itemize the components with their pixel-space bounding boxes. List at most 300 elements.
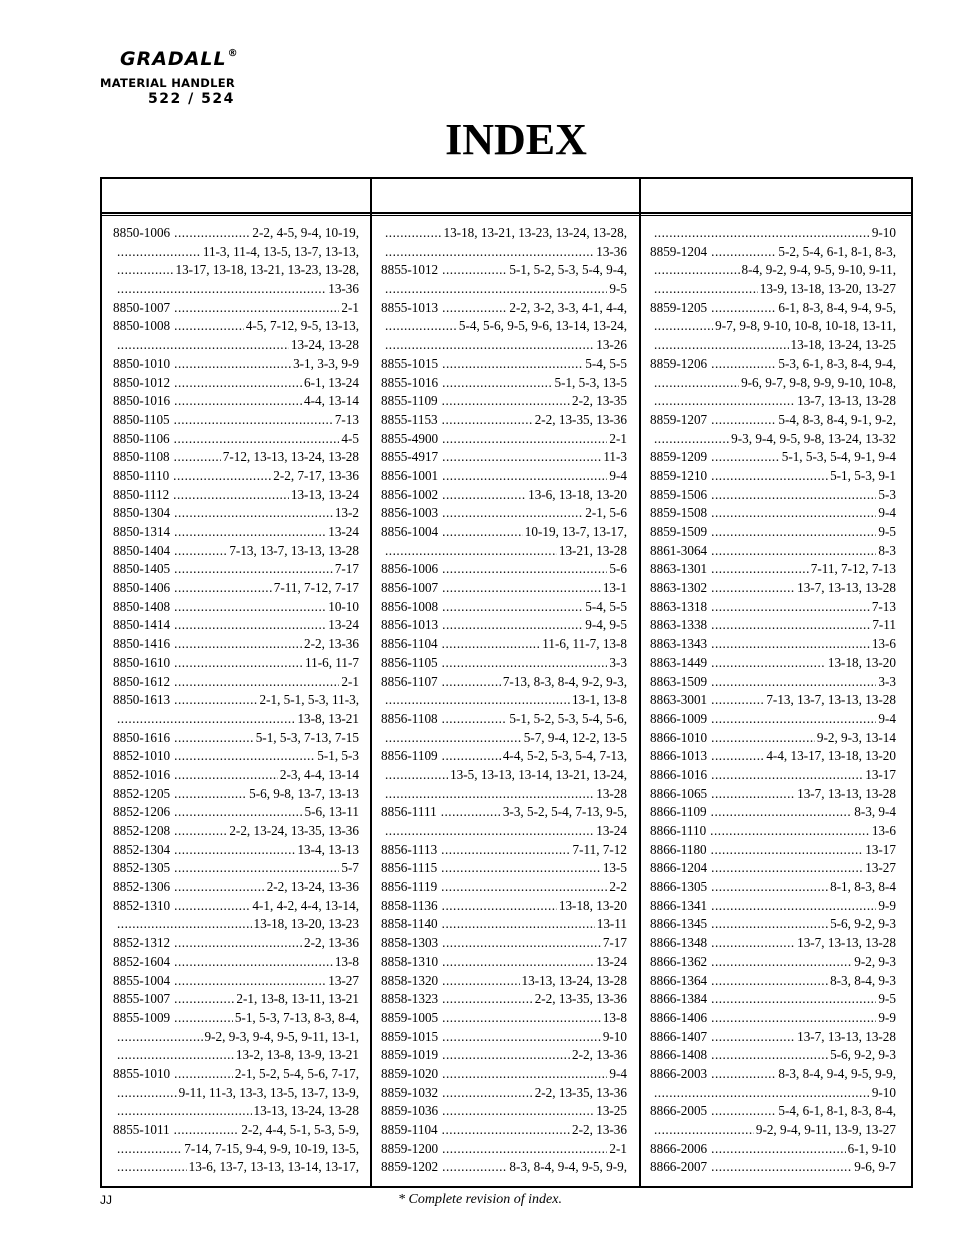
dot-leader bbox=[711, 654, 826, 673]
page-refs: 13-8 bbox=[334, 953, 359, 969]
dot-leader bbox=[710, 822, 870, 841]
dot-leader bbox=[654, 374, 739, 393]
page-refs: 9-4 bbox=[878, 710, 896, 726]
index-entry bbox=[113, 673, 359, 692]
page-refs: 13-17, 13-18, 13-21, 13-23, 13-28, bbox=[175, 262, 359, 278]
index-entry bbox=[381, 280, 627, 299]
index-entry bbox=[381, 1009, 627, 1028]
dot-leader bbox=[442, 1158, 507, 1177]
index-entry bbox=[650, 560, 896, 579]
page-refs: 5-1, 5-3, 5-4, 9-1, 9-4 bbox=[781, 449, 896, 465]
dot-leader bbox=[711, 355, 776, 374]
part-number: 8856-1007 bbox=[381, 580, 439, 596]
index-entry bbox=[650, 841, 896, 860]
page-refs: 13-2 bbox=[334, 505, 359, 521]
dot-leader bbox=[385, 542, 557, 561]
index-entry bbox=[650, 467, 896, 486]
index-entry bbox=[113, 243, 359, 262]
dot-leader bbox=[711, 934, 795, 953]
dot-leader bbox=[174, 1065, 233, 1084]
index-entry bbox=[381, 972, 627, 991]
part-number: 8858-1310 bbox=[381, 953, 439, 969]
part-number: 8852-1205 bbox=[113, 785, 171, 801]
page-refs: 5-1, 5-3, 7-13, 7-15 bbox=[255, 729, 359, 745]
page-refs: 8-3, 8-4, 9-4, 9-5, 9-9, bbox=[778, 1065, 896, 1081]
dot-leader bbox=[711, 448, 780, 467]
index-entry bbox=[113, 261, 359, 280]
page-refs: 9-10 bbox=[871, 225, 896, 240]
index-entry bbox=[381, 1028, 627, 1047]
index-entry bbox=[381, 616, 627, 635]
index-table bbox=[100, 177, 913, 1188]
page-refs: 7-11 bbox=[872, 617, 896, 633]
page-refs: 8-4, 9-2, 9-4, 9-5, 9-10, 9-11, bbox=[741, 262, 896, 278]
part-number: 8859-1005 bbox=[381, 1009, 439, 1025]
index-entry bbox=[381, 859, 627, 878]
index-entry bbox=[381, 803, 627, 822]
dot-leader bbox=[174, 374, 302, 393]
page-refs: 13-28 bbox=[596, 785, 627, 801]
part-number: 8856-1105 bbox=[381, 654, 438, 670]
index-entry bbox=[113, 785, 359, 804]
part-number: 8850-1616 bbox=[113, 729, 171, 745]
page-refs: 13-18, 13-24, 13-25 bbox=[790, 337, 896, 353]
page-refs: 5-1, 5-2, 5-3, 5-4, 9-4, bbox=[509, 262, 627, 278]
index-entry bbox=[650, 915, 896, 934]
index-entry bbox=[650, 448, 896, 467]
page-refs: 5-4, 5-6, 9-5, 9-6, 13-14, 13-24, bbox=[458, 318, 627, 334]
page-refs: 10-10 bbox=[328, 598, 359, 614]
page-refs: 13-7, 13-13, 13-28 bbox=[797, 393, 896, 409]
page-refs: 13-6, 13-7, 13-13, 13-14, 13-17, bbox=[188, 1159, 359, 1175]
part-number: 8866-1362 bbox=[650, 953, 708, 969]
page-refs: 2-2 bbox=[609, 879, 627, 895]
index-entry bbox=[113, 317, 359, 336]
dot-leader bbox=[442, 411, 533, 430]
part-number: 8863-1509 bbox=[650, 673, 708, 689]
part-number: 8866-1364 bbox=[650, 972, 708, 988]
page-refs: 13-8, 13-21 bbox=[297, 710, 359, 726]
page-refs: 13-24 bbox=[596, 823, 627, 838]
index-entry bbox=[113, 934, 359, 953]
dot-leader bbox=[654, 261, 740, 280]
part-number: 8850-1008 bbox=[113, 318, 171, 334]
dot-leader bbox=[711, 972, 828, 991]
dot-leader bbox=[174, 990, 234, 1009]
dot-leader bbox=[442, 560, 607, 579]
index-entry bbox=[113, 729, 359, 748]
page-refs: 4-4, 5-2, 5-3, 5-4, 7-13, bbox=[502, 748, 627, 764]
page-refs: 5-1, 5-2, 5-3, 5-4, 5-6, bbox=[509, 710, 627, 726]
dot-leader bbox=[442, 897, 557, 916]
part-number: 8856-1107 bbox=[381, 673, 438, 689]
index-entry bbox=[381, 729, 627, 748]
part-number: 8866-2003 bbox=[650, 1065, 708, 1081]
page-refs: 2-2, 13-36 bbox=[304, 636, 359, 652]
dot-leader bbox=[174, 747, 315, 766]
dot-leader bbox=[711, 523, 876, 542]
part-number: 8859-1020 bbox=[381, 1065, 439, 1081]
page-refs: 9-11, 11-3, 13-3, 13-5, 13-7, 13-9, bbox=[178, 1084, 359, 1100]
part-number: 8863-3001 bbox=[650, 692, 708, 708]
dot-leader bbox=[174, 972, 326, 991]
dot-leader bbox=[711, 785, 795, 804]
part-number: 8863-1338 bbox=[650, 617, 708, 633]
page-refs: 13-36 bbox=[596, 243, 627, 259]
index-entry bbox=[650, 878, 896, 897]
dot-leader bbox=[174, 785, 247, 804]
dot-leader bbox=[442, 915, 595, 934]
index-entry bbox=[113, 448, 359, 467]
dot-leader bbox=[711, 953, 852, 972]
page-refs: 5-1, 5-3, 7-13, 8-3, 8-4, bbox=[234, 1009, 359, 1025]
page-refs: 8-1, 8-3, 8-4 bbox=[830, 879, 896, 895]
page-refs: 2-1, 5-2, 5-4, 5-6, 7-17, bbox=[234, 1065, 359, 1081]
index-entry bbox=[113, 1158, 359, 1177]
page-refs: 13-18, 13-21, 13-23, 13-24, 13-28, bbox=[443, 225, 627, 240]
page-refs: 5-6 bbox=[609, 561, 627, 577]
dot-leader bbox=[174, 859, 339, 878]
page-refs: 2-1 bbox=[609, 430, 627, 446]
index-entry bbox=[381, 411, 627, 430]
dot-leader bbox=[174, 523, 326, 542]
page-refs: 13-7, 13-13, 13-28 bbox=[797, 935, 896, 951]
index-entry bbox=[650, 224, 896, 243]
part-number: 8859-1204 bbox=[650, 243, 708, 259]
dot-leader bbox=[654, 317, 713, 336]
part-number: 8863-1318 bbox=[650, 598, 708, 614]
page-refs: 2-3, 4-4, 13-14 bbox=[279, 766, 359, 782]
page-refs: 11-3 bbox=[603, 449, 627, 465]
page-refs: 13-13, 13-24, 13-28 bbox=[521, 972, 627, 988]
page-refs: 7-13, 8-3, 8-4, 9-2, 9-3, bbox=[502, 673, 627, 689]
dot-leader bbox=[117, 336, 289, 355]
part-number: 8861-3064 bbox=[650, 542, 708, 558]
index-entry bbox=[113, 579, 359, 598]
page-refs: 2-2, 4-4, 5-1, 5-3, 5-9, bbox=[241, 1122, 359, 1137]
index-entry bbox=[650, 355, 896, 374]
dot-leader bbox=[442, 467, 607, 486]
part-number: 8850-1010 bbox=[113, 355, 171, 371]
index-entry bbox=[381, 710, 627, 729]
index-entry bbox=[650, 598, 896, 617]
dot-leader bbox=[711, 579, 795, 598]
index-entry bbox=[113, 972, 359, 991]
part-number: 8866-1180 bbox=[650, 841, 707, 857]
page-refs: 9-9 bbox=[878, 897, 896, 913]
index-entry bbox=[381, 1121, 627, 1140]
page-refs: 6-1, 13-24 bbox=[304, 374, 359, 390]
index-entry bbox=[113, 654, 359, 673]
page-refs: 2-2, 13-36 bbox=[304, 935, 359, 951]
part-number: 8850-1006 bbox=[113, 225, 171, 240]
index-entry bbox=[650, 243, 896, 262]
page-refs: 5-4, 6-1, 8-1, 8-3, 8-4, bbox=[778, 1103, 896, 1119]
page-refs: 8-3, 9-4 bbox=[854, 804, 896, 820]
page-refs: 7-14, 7-15, 9-4, 9-9, 10-19, 13-5, bbox=[184, 1140, 359, 1156]
page-refs: 2-2, 13-24, 13-36 bbox=[266, 879, 359, 895]
part-number: 8866-1013 bbox=[650, 748, 708, 764]
page-refs: 7-12, 13-13, 13-24, 13-28 bbox=[222, 449, 359, 465]
part-number: 8850-1613 bbox=[113, 692, 171, 708]
page-refs: 13-24, 13-28 bbox=[290, 337, 359, 353]
dot-leader bbox=[174, 673, 339, 692]
part-number: 8850-1405 bbox=[113, 561, 171, 577]
index-entry bbox=[381, 374, 627, 393]
part-number: 8850-1110 bbox=[113, 467, 170, 483]
page-refs: 5-7, 9-4, 12-2, 13-5 bbox=[523, 729, 627, 745]
dot-leader bbox=[117, 915, 252, 934]
dot-leader bbox=[711, 766, 863, 785]
page-refs: 5-4, 5-5 bbox=[585, 355, 627, 371]
index-entry bbox=[113, 1009, 359, 1028]
dot-leader bbox=[654, 336, 789, 355]
part-number: 8852-1010 bbox=[113, 748, 171, 764]
part-number: 8859-1205 bbox=[650, 299, 708, 315]
dot-leader bbox=[711, 504, 876, 523]
dot-leader bbox=[174, 579, 272, 598]
dot-leader bbox=[442, 710, 508, 729]
page-title: INDEX bbox=[445, 115, 587, 164]
index-entry bbox=[113, 953, 359, 972]
part-number: 8866-1065 bbox=[650, 785, 708, 801]
page-refs: 5-4, 5-5 bbox=[585, 598, 627, 614]
index-entry bbox=[113, 280, 359, 299]
dot-leader bbox=[442, 430, 607, 449]
index-entry bbox=[650, 953, 896, 972]
index-entry bbox=[113, 822, 359, 841]
model-number: 522 / 524 bbox=[148, 91, 235, 107]
part-number: 8858-1303 bbox=[381, 935, 439, 951]
brand-name: GRADALL® bbox=[120, 48, 239, 70]
index-entry bbox=[381, 598, 627, 617]
page-refs: 13-5 bbox=[602, 860, 627, 876]
page-refs: 11-6, 11-7 bbox=[305, 654, 359, 670]
dot-leader bbox=[711, 897, 876, 916]
part-number: 8856-1001 bbox=[381, 467, 439, 483]
index-entry bbox=[113, 224, 359, 243]
page-refs: 9-5 bbox=[878, 991, 896, 1007]
part-number: 8863-1449 bbox=[650, 654, 708, 670]
dot-leader bbox=[711, 990, 876, 1009]
dot-leader bbox=[174, 598, 326, 617]
part-number: 8850-1406 bbox=[113, 580, 171, 596]
dot-leader bbox=[442, 1009, 601, 1028]
index-entry bbox=[381, 841, 627, 860]
page-refs: 13-6 bbox=[871, 636, 896, 652]
header-divider bbox=[102, 215, 911, 216]
dot-leader bbox=[442, 504, 583, 523]
index-entry bbox=[113, 990, 359, 1009]
page-refs: 8-3, 8-4, 9-3 bbox=[830, 972, 896, 988]
page-refs: 2-2, 13-35, 13-36 bbox=[534, 1084, 627, 1100]
dot-leader bbox=[174, 430, 340, 449]
index-entry bbox=[113, 878, 359, 897]
page-refs: 13-17 bbox=[865, 766, 896, 782]
dot-leader bbox=[441, 878, 607, 897]
dot-leader bbox=[442, 1084, 533, 1103]
page-refs: 13-18, 13-20, 13-23 bbox=[253, 916, 359, 932]
index-entry bbox=[650, 766, 896, 785]
dot-leader bbox=[442, 486, 526, 505]
index-entry bbox=[381, 747, 627, 766]
page-refs: 9-4 bbox=[609, 467, 627, 483]
index-entry bbox=[113, 430, 359, 449]
part-number: 8866-2005 bbox=[650, 1103, 708, 1119]
dot-leader bbox=[654, 280, 758, 299]
index-entry bbox=[381, 448, 627, 467]
page-refs: 11-3, 11-4, 13-5, 13-7, 13-13, bbox=[202, 243, 359, 259]
page-refs: 9-9 bbox=[878, 1009, 896, 1025]
part-number: 8855-1016 bbox=[381, 374, 439, 390]
part-number: 8866-1406 bbox=[650, 1009, 708, 1025]
index-entry bbox=[381, 392, 627, 411]
dot-leader bbox=[711, 1009, 876, 1028]
index-entry bbox=[381, 317, 627, 336]
part-number: 8859-1104 bbox=[381, 1122, 438, 1137]
index-entry bbox=[650, 1140, 896, 1159]
page-refs: 13-18, 13-20 bbox=[558, 897, 627, 913]
dot-leader bbox=[442, 392, 570, 411]
page-refs: 13-7, 13-13, 13-28 bbox=[797, 580, 896, 596]
index-entry bbox=[381, 915, 627, 934]
page-refs: 9-2, 9-4, 9-11, 13-9, 13-27 bbox=[755, 1122, 896, 1137]
dot-leader bbox=[442, 616, 583, 635]
dot-leader bbox=[711, 635, 870, 654]
index-column-2 bbox=[381, 224, 627, 1177]
dot-leader bbox=[117, 1084, 177, 1103]
dot-leader bbox=[442, 934, 601, 953]
dot-leader bbox=[174, 504, 333, 523]
part-number: 8866-1110 bbox=[650, 823, 707, 838]
index-entry bbox=[381, 990, 627, 1009]
index-entry bbox=[381, 691, 627, 710]
part-number: 8852-1310 bbox=[113, 897, 171, 913]
index-entry bbox=[650, 934, 896, 953]
index-entry bbox=[381, 1158, 627, 1177]
dot-leader bbox=[711, 542, 876, 561]
dot-leader bbox=[711, 878, 828, 897]
part-number: 8855-4900 bbox=[381, 430, 439, 446]
page-refs: 9-3, 9-4, 9-5, 9-8, 13-24, 13-32 bbox=[731, 430, 896, 446]
part-number: 8855-1013 bbox=[381, 299, 439, 315]
index-entry bbox=[650, 317, 896, 336]
index-entry bbox=[113, 691, 359, 710]
index-entry bbox=[381, 934, 627, 953]
page-refs: 9-4, 9-5 bbox=[585, 617, 627, 633]
index-entry bbox=[650, 673, 896, 692]
page-refs: 7-17 bbox=[602, 935, 627, 951]
part-number: 8859-1207 bbox=[650, 411, 708, 427]
part-number: 8866-1204 bbox=[650, 860, 708, 876]
index-entry bbox=[113, 486, 359, 505]
dot-leader bbox=[654, 1121, 754, 1140]
index-entry bbox=[650, 411, 896, 430]
index-entry bbox=[381, 355, 627, 374]
dot-leader bbox=[711, 691, 764, 710]
index-entry bbox=[650, 691, 896, 710]
page-refs: 13-36 bbox=[328, 281, 359, 297]
index-entry bbox=[650, 374, 896, 393]
dot-leader bbox=[385, 766, 448, 785]
dot-leader bbox=[711, 747, 764, 766]
dot-leader bbox=[654, 430, 729, 449]
index-entry bbox=[650, 1121, 896, 1140]
page-refs: 4-5 bbox=[341, 430, 359, 446]
page-refs: 13-24 bbox=[328, 524, 359, 539]
part-number: 8859-1508 bbox=[650, 505, 708, 521]
dot-leader bbox=[117, 1102, 252, 1121]
index-entry bbox=[381, 542, 627, 561]
part-number: 8856-1108 bbox=[381, 710, 438, 726]
index-entry bbox=[113, 374, 359, 393]
part-number: 8866-2007 bbox=[650, 1159, 708, 1175]
part-number: 8852-1208 bbox=[113, 823, 171, 838]
part-number: 8855-1015 bbox=[381, 355, 439, 371]
dot-leader bbox=[174, 953, 333, 972]
index-entry bbox=[650, 504, 896, 523]
dot-leader bbox=[442, 448, 601, 467]
dot-leader bbox=[174, 317, 244, 336]
page-refs: 4-5, 7-12, 9-5, 13-13, bbox=[245, 318, 359, 334]
dot-leader bbox=[174, 897, 250, 916]
page-refs: 3-3 bbox=[609, 654, 627, 670]
page-refs: 5-4, 8-3, 8-4, 9-1, 9-2, bbox=[778, 411, 896, 427]
dot-leader bbox=[711, 673, 876, 692]
dot-leader bbox=[442, 990, 533, 1009]
dot-leader bbox=[174, 1121, 240, 1140]
page-refs: 5-3, 6-1, 8-3, 8-4, 9-4, bbox=[778, 355, 896, 371]
part-number: 8859-1019 bbox=[381, 1047, 439, 1063]
index-entry bbox=[650, 299, 896, 318]
dot-leader bbox=[174, 934, 302, 953]
dot-leader bbox=[174, 542, 227, 561]
page-refs: 9-4 bbox=[878, 505, 896, 521]
part-number: 8855-1011 bbox=[113, 1122, 170, 1137]
part-number: 8856-1119 bbox=[381, 879, 438, 895]
part-number: 8850-1408 bbox=[113, 598, 171, 614]
index-entry bbox=[381, 822, 627, 841]
page-refs: 13-6 bbox=[871, 823, 896, 838]
page-refs: 2-2, 4-5, 9-4, 10-19, bbox=[252, 225, 359, 240]
page-refs: 6-1, 8-3, 8-4, 9-4, 9-5, bbox=[778, 299, 896, 315]
index-entry bbox=[381, 224, 627, 243]
index-entry bbox=[113, 1084, 359, 1103]
index-entry bbox=[650, 261, 896, 280]
page-refs: 2-1, 13-8, 13-11, 13-21 bbox=[236, 991, 359, 1007]
index-entry bbox=[113, 504, 359, 523]
part-number: 8856-1111 bbox=[381, 804, 437, 820]
part-number: 8850-1314 bbox=[113, 524, 171, 539]
page-refs: 8-3 bbox=[878, 542, 896, 558]
index-entry bbox=[381, 336, 627, 355]
page-refs: 9-4 bbox=[609, 1065, 627, 1081]
part-number: 8866-1348 bbox=[650, 935, 708, 951]
part-number: 8859-1506 bbox=[650, 486, 708, 502]
dot-leader bbox=[442, 1046, 570, 1065]
dot-leader bbox=[711, 729, 815, 748]
dot-leader bbox=[442, 673, 501, 692]
page-refs: 13-13, 13-24 bbox=[290, 486, 359, 502]
part-number: 8866-1341 bbox=[650, 897, 708, 913]
index-entry bbox=[381, 504, 627, 523]
index-entry bbox=[113, 560, 359, 579]
part-number: 8859-1206 bbox=[650, 355, 708, 371]
part-number: 8863-1302 bbox=[650, 580, 708, 596]
page-refs: 9-10 bbox=[871, 1084, 896, 1100]
dot-leader bbox=[442, 1028, 601, 1047]
index-entry bbox=[113, 1102, 359, 1121]
